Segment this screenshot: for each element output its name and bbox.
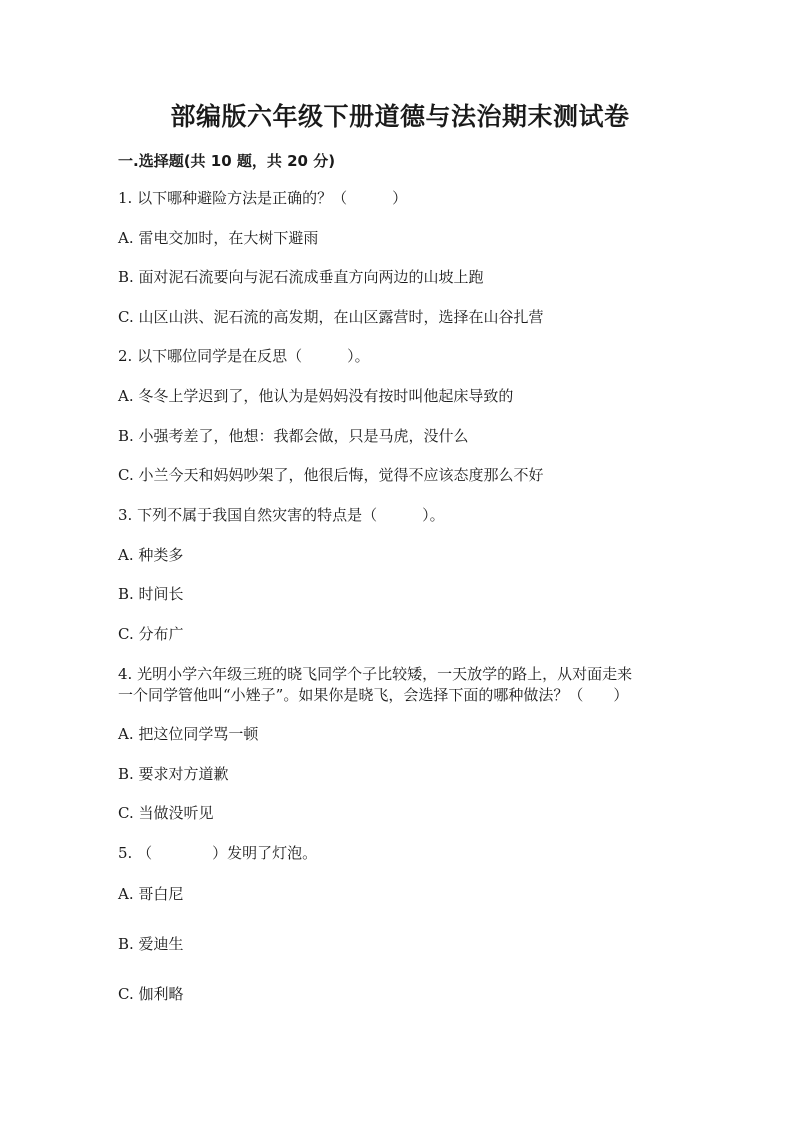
question-1-option-b: B. 面对泥石流要向与泥石流成垂直方向两边的山坡上跑 xyxy=(118,268,484,286)
question-4-option-b: B. 要求对方道歉 xyxy=(118,765,229,783)
question-2-option-a: A. 冬冬上学迟到了，他认为是妈妈没有按时叫他起床导致的 xyxy=(118,387,514,405)
question-3-option-c: C. 分布广 xyxy=(118,625,184,643)
question-5-option-c: C. 伽利略 xyxy=(118,985,184,1003)
question-3-option-b: B. 时间长 xyxy=(118,585,184,603)
question-1-stem: 1. 以下哪种避险方法是正确的？（ ） xyxy=(118,189,408,207)
question-5-option-b: B. 爱迪生 xyxy=(118,935,184,953)
page-title: 部编版六年级下册道德与法治期末测试卷 xyxy=(170,102,630,131)
question-5-stem: 5. （ ）发明了灯泡。 xyxy=(118,844,318,862)
question-2-option-b: B. 小强考差了，他想：我都会做，只是马虎，没什么 xyxy=(118,427,469,445)
question-3-stem: 3. 下列不属于我国自然灾害的特点是（ ）。 xyxy=(118,506,445,524)
question-4-stem-line-2: 一个同学管他叫“小矬子”。如果你是晓飞，会选择下面的哪种做法？（ ） xyxy=(118,686,629,704)
question-4-stem-line-1: 4. 光明小学六年级三班的晓飞同学个子比较矮，一天放学的路上，从对面走来 xyxy=(118,665,633,683)
section-header: 一.选择题(共 10 题，共 20 分) xyxy=(118,152,336,170)
question-4-option-a: A. 把这位同学骂一顿 xyxy=(118,725,259,743)
question-4-option-c: C. 当做没听见 xyxy=(118,804,214,822)
question-2-option-c: C. 小兰今天和妈妈吵架了，他很后悔，觉得不应该态度那么不好 xyxy=(118,466,544,484)
question-1-option-a: A. 雷电交加时，在大树下避雨 xyxy=(118,229,319,247)
question-1-option-c: C. 山区山洪、泥石流的高发期，在山区露营时，选择在山谷扎营 xyxy=(118,308,544,326)
question-3-option-a: A. 种类多 xyxy=(118,546,184,564)
question-5-option-a: A. 哥白尼 xyxy=(118,885,184,903)
question-2-stem: 2. 以下哪位同学是在反思（ ）。 xyxy=(118,347,370,365)
